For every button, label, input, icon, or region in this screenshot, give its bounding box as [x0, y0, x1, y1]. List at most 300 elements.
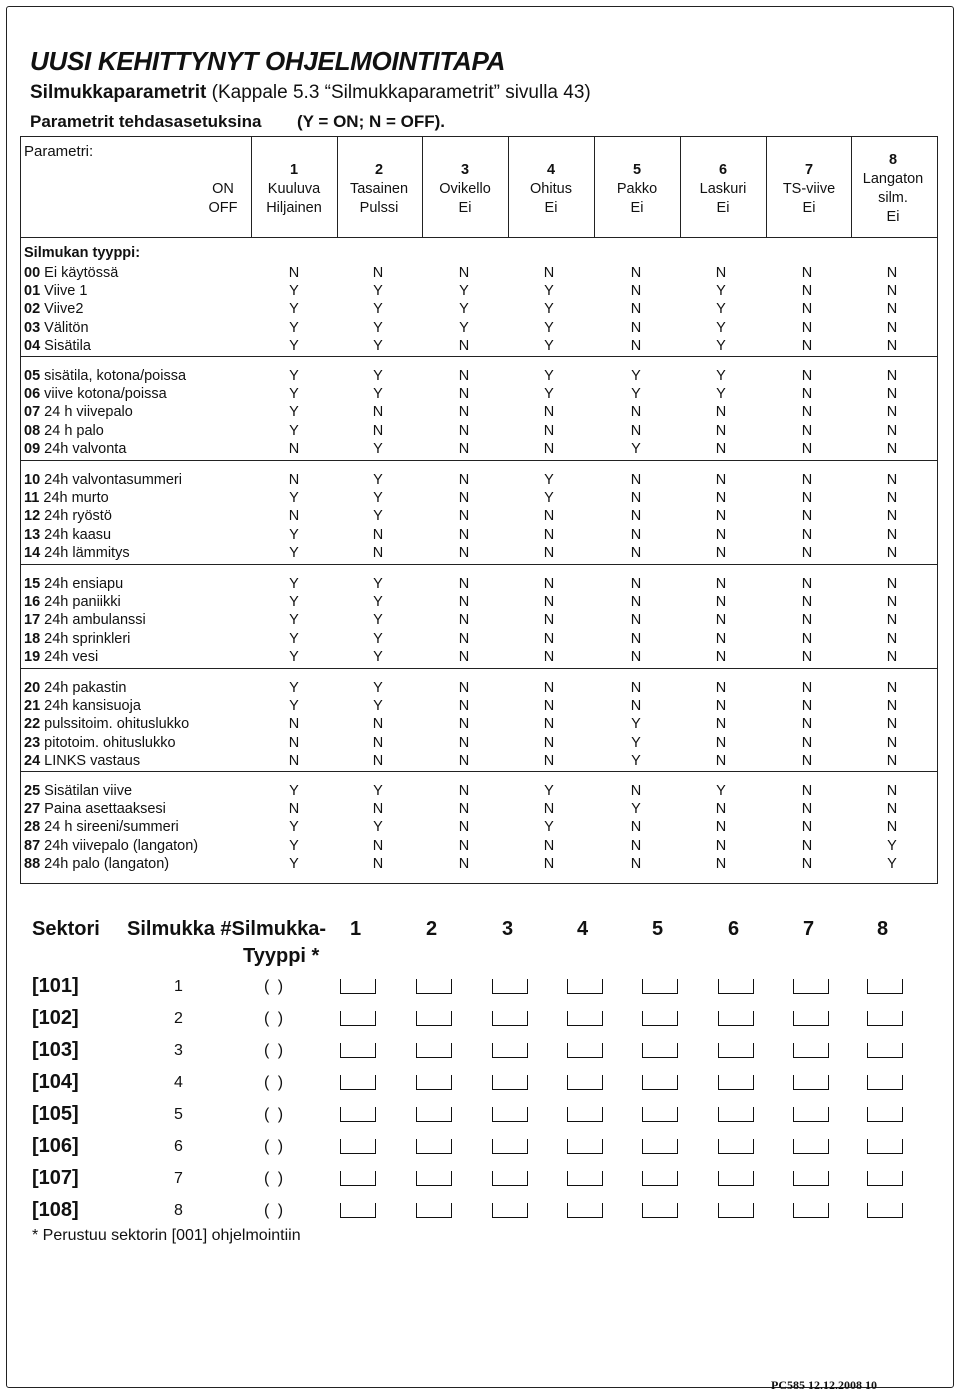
param-value-cell: N	[288, 265, 300, 281]
sector-column-number: 4	[577, 918, 589, 940]
param-value-cell: Y	[289, 422, 299, 439]
param-value-cell: N	[886, 526, 898, 543]
param-value-cell: N	[801, 265, 813, 281]
parameter-entry-slot[interactable]	[867, 1075, 903, 1090]
param-value-cell: N	[715, 734, 727, 751]
loop-type-code: 04	[24, 337, 41, 354]
param-value-cell: N	[886, 283, 898, 300]
param-value-cell: N	[543, 648, 555, 665]
parameter-entry-slot[interactable]	[718, 1043, 754, 1058]
loop-type-entry[interactable]: ( )	[264, 1074, 286, 1091]
loop-type-code: 12	[24, 508, 41, 525]
parameter-entry-slot[interactable]	[642, 1107, 678, 1122]
param-value-cell: Y	[544, 472, 554, 488]
column-off-label: Ei	[802, 200, 816, 216]
sector-column-number: 1	[350, 918, 362, 940]
param-value-cell: N	[801, 783, 813, 799]
param-value-cell: N	[886, 734, 898, 751]
loop-type-label	[24, 441, 126, 457]
parameter-entry-slot[interactable]	[642, 1139, 678, 1154]
parameter-entry-slot[interactable]	[340, 1171, 376, 1186]
loop-type-label	[24, 753, 140, 769]
loop-type-code: 03	[24, 319, 41, 336]
loop-type-name: LINKS vastaus	[44, 752, 141, 769]
param-value-cell: N	[801, 630, 813, 647]
loop-type-label	[24, 404, 133, 420]
loop-type-code: 17	[24, 612, 41, 629]
param-value-cell: N	[458, 594, 470, 611]
parameter-entry-slot[interactable]	[416, 1043, 452, 1058]
loop-type-name: 24h pakastin	[44, 680, 127, 696]
param-value-cell: Y	[289, 819, 299, 836]
param-value-cell: N	[630, 283, 642, 300]
param-value-cell: N	[801, 490, 813, 507]
parameter-entry-slot[interactable]	[492, 1075, 528, 1090]
param-value-cell: N	[372, 837, 384, 854]
param-value-cell: N	[458, 855, 470, 872]
column-header-7	[767, 161, 851, 218]
param-value-cell: N	[886, 819, 898, 836]
param-value-cell: N	[715, 544, 727, 561]
column-number: 6	[718, 162, 728, 178]
column-header-4	[509, 161, 593, 218]
param-value-cell: Y	[289, 301, 299, 318]
param-value-cell: N	[886, 576, 898, 592]
parameter-entry-slot[interactable]	[340, 1011, 376, 1026]
param-value-cell: N	[458, 337, 470, 354]
loop-type-name: 24h ambulanssi	[44, 612, 146, 629]
column-on-label: Laskuri	[699, 181, 747, 197]
sector-code: [101]	[32, 975, 79, 997]
loop-type-name: 24h palo (langaton)	[44, 855, 170, 872]
loop-type-label	[24, 545, 130, 561]
param-value-cell: N	[801, 576, 813, 592]
param-value-cell: Y	[373, 594, 383, 611]
loop-type-label	[24, 698, 141, 714]
param-value-cell: N	[458, 680, 470, 696]
param-value-cell: Y	[544, 783, 554, 799]
param-value-cell: N	[715, 508, 727, 525]
loop-type-name: pulssitoim. ohituslukko	[44, 716, 190, 733]
param-value-cell: Y	[289, 783, 299, 799]
loop-type-code: 88	[24, 855, 41, 872]
param-value-cell: N	[801, 752, 813, 769]
loop-type-name: Paina asettaaksesi	[44, 801, 166, 818]
sector-column-number: 8	[877, 918, 889, 940]
parameter-entry-slot[interactable]	[793, 979, 829, 994]
page-footer: PC585 12.12.2008 10	[771, 1378, 877, 1392]
loop-type-name: 24 h viivepalo	[44, 404, 133, 421]
param-value-cell: N	[886, 630, 898, 647]
param-value-cell: N	[886, 698, 898, 715]
loop-type-label	[24, 423, 104, 439]
parameter-entry-slot[interactable]	[340, 1107, 376, 1122]
parameter-entry-slot[interactable]	[416, 1075, 452, 1090]
parameter-entry-slot[interactable]	[718, 1139, 754, 1154]
parameter-entry-slot[interactable]	[340, 1043, 376, 1058]
param-value-cell: N	[715, 855, 727, 872]
param-value-cell: Y	[716, 319, 726, 336]
loop-type-name: 24h lämmitys	[44, 544, 130, 561]
parameter-entry-slot[interactable]	[642, 1075, 678, 1090]
parameter-entry-slot[interactable]	[567, 979, 603, 994]
loop-type-name: Viive2	[44, 301, 84, 318]
param-value-cell: Y	[459, 301, 469, 318]
loop-type-entry[interactable]: ( )	[264, 1138, 286, 1155]
parameter-entry-slot[interactable]	[567, 1139, 603, 1154]
param-value-cell: N	[801, 612, 813, 629]
param-value-cell: Y	[373, 283, 383, 300]
param-value-cell: Y	[544, 368, 554, 384]
subtitle	[30, 82, 591, 104]
loop-number: 6	[174, 1138, 183, 1155]
param-value-cell: N	[801, 544, 813, 561]
parameter-entry-slot[interactable]	[793, 1203, 829, 1218]
param-value-cell: N	[458, 698, 470, 715]
param-value-cell: N	[543, 576, 555, 592]
parameter-entry-slot[interactable]	[867, 1043, 903, 1058]
loop-type-label	[24, 716, 189, 732]
parameter-table	[20, 136, 938, 884]
parameter-entry-slot[interactable]	[642, 979, 678, 994]
param-value-cell: N	[630, 337, 642, 354]
param-value-cell: Y	[373, 612, 383, 629]
loop-type-label	[24, 856, 169, 872]
param-value-cell: Y	[373, 648, 383, 665]
loop-type-name: 24h viivepalo (langaton)	[44, 837, 199, 854]
parameter-entry-slot[interactable]	[718, 1203, 754, 1218]
param-value-cell: Y	[289, 680, 299, 696]
param-value-cell: N	[715, 404, 727, 421]
param-value-cell: Y	[373, 472, 383, 488]
loop-type-label	[24, 819, 179, 835]
loop-type-label	[24, 368, 186, 384]
parameter-entry-slot[interactable]	[867, 979, 903, 994]
param-value-cell: Y	[716, 283, 726, 300]
param-value-cell: N	[886, 716, 898, 733]
param-value-cell: N	[630, 680, 642, 696]
loop-type-name: 24h ryöstö	[44, 508, 112, 525]
parameter-entry-slot[interactable]	[416, 1107, 452, 1122]
param-value-cell: N	[372, 752, 384, 769]
parameter-entry-slot[interactable]	[867, 1139, 903, 1154]
param-value-cell: Y	[289, 855, 299, 872]
param-value-cell: N	[715, 526, 727, 543]
param-value-cell: N	[458, 508, 470, 525]
param-value-cell: N	[458, 648, 470, 665]
parameter-entry-slot[interactable]	[492, 1011, 528, 1026]
param-value-cell: N	[458, 440, 470, 457]
loop-type-entry[interactable]: ( )	[264, 1010, 286, 1027]
param-value-cell: N	[801, 855, 813, 872]
loop-type-name: Viive 1	[44, 283, 88, 300]
on-off-labels	[201, 180, 245, 218]
parameter-entry-slot[interactable]	[416, 1011, 452, 1026]
sector-column-number: 6	[728, 918, 740, 940]
loop-type-name: Sisätila	[44, 337, 91, 354]
sector-column-number: 7	[803, 918, 815, 940]
param-value-cell: Y	[373, 368, 383, 384]
param-value-cell: Y	[289, 594, 299, 611]
param-value-cell: N	[715, 801, 727, 818]
param-value-cell: Y	[373, 630, 383, 647]
param-value-cell: N	[458, 783, 470, 799]
loop-type-code: 27	[24, 801, 41, 818]
parameter-entry-slot[interactable]	[867, 1171, 903, 1186]
parameter-entry-slot[interactable]	[793, 1075, 829, 1090]
param-value-cell: N	[801, 386, 813, 403]
param-value-cell: N	[458, 386, 470, 403]
parameter-entry-slot[interactable]	[340, 979, 376, 994]
parameter-entry-slot[interactable]	[718, 1011, 754, 1026]
param-value-cell: N	[715, 612, 727, 629]
parameter-entry-slot[interactable]	[416, 1171, 452, 1186]
param-value-cell: Y	[544, 819, 554, 836]
param-value-cell: N	[715, 716, 727, 733]
loop-type-code: 10	[24, 472, 41, 488]
parameter-entry-slot[interactable]	[416, 979, 452, 994]
param-value-cell: Y	[631, 716, 641, 733]
parameter-entry-slot[interactable]	[793, 1139, 829, 1154]
param-value-cell: N	[886, 440, 898, 457]
subtitle-bold: Silmukkaparametrit	[30, 82, 207, 103]
param-value-cell: N	[801, 819, 813, 836]
loop-type-code: 05	[24, 368, 41, 384]
parameter-entry-slot[interactable]	[416, 1139, 452, 1154]
parameter-entry-slot[interactable]	[492, 979, 528, 994]
group-separator	[21, 771, 937, 772]
param-value-cell: N	[715, 752, 727, 769]
param-value-cell: Y	[716, 368, 726, 384]
loop-type-entry[interactable]: ( )	[264, 1042, 286, 1059]
parameter-entry-slot[interactable]	[793, 1043, 829, 1058]
parameter-entry-slot[interactable]	[718, 1075, 754, 1090]
parameter-entry-slot[interactable]	[416, 1203, 452, 1218]
column-header-5	[595, 161, 679, 218]
param-value-cell: N	[715, 490, 727, 507]
parameter-entry-slot[interactable]	[492, 1107, 528, 1122]
param-value-cell: N	[801, 368, 813, 384]
param-value-cell: N	[543, 594, 555, 611]
column-off-label: Ei	[886, 209, 900, 225]
param-value-cell: N	[458, 612, 470, 629]
param-value-cell: N	[886, 368, 898, 384]
sector-code: [108]	[32, 1199, 79, 1221]
param-value-cell: N	[288, 716, 300, 733]
parameter-entry-slot[interactable]	[793, 1107, 829, 1122]
parameter-entry-slot[interactable]	[567, 1075, 603, 1090]
loop-type-label	[24, 783, 132, 799]
parameter-entry-slot[interactable]	[793, 1171, 829, 1186]
param-value-cell: N	[372, 422, 384, 439]
loop-type-code: 18	[24, 630, 41, 647]
loop-type-code: 87	[24, 837, 41, 854]
parameter-entry-slot[interactable]	[492, 1139, 528, 1154]
loop-number: 8	[174, 1202, 183, 1219]
param-value-cell: Y	[544, 386, 554, 403]
loop-type-label	[24, 527, 111, 543]
loop-type-entry[interactable]: ( )	[264, 1170, 286, 1187]
sector-code: [103]	[32, 1039, 79, 1061]
param-value-cell: N	[630, 648, 642, 665]
param-value-cell: N	[288, 752, 300, 769]
sector-header-sektori: Sektori	[32, 918, 100, 940]
loop-type-code: 13	[24, 526, 41, 543]
param-value-cell: N	[630, 508, 642, 525]
column-off-label: Ei	[458, 200, 472, 216]
column-on-label: Ovikello	[439, 181, 491, 197]
param-value-cell: N	[288, 440, 300, 457]
param-value-cell: Y	[289, 337, 299, 354]
param-value-cell: Y	[631, 734, 641, 751]
param-value-cell: N	[372, 404, 384, 421]
param-value-cell: N	[630, 594, 642, 611]
subtitle-rest: (Kappale 5.3 “Silmukkaparametrit” sivulla 43)	[206, 82, 591, 103]
param-value-cell: N	[886, 490, 898, 507]
param-value-cell: N	[458, 265, 470, 281]
param-value-cell: N	[801, 301, 813, 318]
param-value-cell: N	[372, 544, 384, 561]
param-value-cell: N	[801, 319, 813, 336]
loop-type-label	[24, 631, 130, 647]
parameter-entry-slot[interactable]	[492, 1203, 528, 1218]
param-value-cell: N	[801, 337, 813, 354]
parameter-entry-slot[interactable]	[340, 1203, 376, 1218]
param-value-cell: N	[543, 680, 555, 696]
parameter-entry-slot[interactable]	[867, 1011, 903, 1026]
loop-number: 5	[174, 1106, 183, 1123]
sector-code: [104]	[32, 1071, 79, 1093]
parameter-entry-slot[interactable]	[492, 1171, 528, 1186]
param-value-cell: Y	[289, 526, 299, 543]
param-value-cell: N	[372, 526, 384, 543]
param-value-cell: N	[715, 472, 727, 488]
parameter-entry-slot[interactable]	[718, 979, 754, 994]
loop-type-name: viive kotona/poissa	[44, 386, 167, 403]
column-on-label: Langaton silm.	[862, 171, 924, 206]
loop-type-entry[interactable]: ( )	[264, 1202, 286, 1219]
param-value-cell: N	[458, 819, 470, 836]
loop-type-label	[24, 801, 166, 817]
loop-type-entry[interactable]: ( )	[264, 1106, 286, 1123]
parameter-entry-slot[interactable]	[793, 1011, 829, 1026]
column-on-label: Ohitus	[530, 181, 572, 197]
param-value-cell: Y	[289, 404, 299, 421]
parameter-entry-slot[interactable]	[718, 1107, 754, 1122]
param-value-cell: N	[886, 337, 898, 354]
param-value-cell: N	[801, 404, 813, 421]
parameter-entry-slot[interactable]	[867, 1203, 903, 1218]
parameter-entry-slot[interactable]	[567, 1043, 603, 1058]
param-value-cell: N	[288, 472, 300, 488]
param-value-cell: N	[458, 576, 470, 592]
page-title: UUSI KEHITTYNYT OHJELMOINTITAPA	[30, 46, 506, 76]
parameter-entry-slot[interactable]	[340, 1139, 376, 1154]
param-value-cell: Y	[887, 837, 897, 854]
parameter-entry-slot[interactable]	[567, 1203, 603, 1218]
param-value-cell: N	[715, 440, 727, 457]
param-value-cell: N	[801, 801, 813, 818]
param-value-cell: N	[630, 837, 642, 854]
param-value-cell: Y	[459, 319, 469, 336]
parameter-entry-slot[interactable]	[492, 1043, 528, 1058]
param-value-cell: N	[801, 472, 813, 488]
param-value-cell: N	[801, 716, 813, 733]
param-value-cell: N	[715, 265, 727, 281]
footnote: * Perustuu sektorin [001] ohjelmointiin	[32, 1227, 301, 1244]
loop-type-code: 16	[24, 594, 41, 611]
param-value-cell: N	[372, 734, 384, 751]
param-value-cell: Y	[289, 544, 299, 561]
loop-type-name: Välitön	[44, 319, 89, 336]
parameter-entry-slot[interactable]	[718, 1171, 754, 1186]
loop-number: 7	[174, 1170, 183, 1187]
param-value-cell: Y	[289, 612, 299, 629]
parameter-entry-slot[interactable]	[642, 1043, 678, 1058]
loop-type-label	[24, 472, 182, 488]
param-value-cell: N	[715, 680, 727, 696]
parameter-entry-slot[interactable]	[642, 1011, 678, 1026]
param-value-cell: N	[458, 526, 470, 543]
param-value-cell: Y	[373, 386, 383, 403]
param-value-cell: Y	[544, 490, 554, 507]
loop-type-entry[interactable]: ( )	[264, 978, 286, 995]
column-header-1	[252, 161, 336, 218]
loop-type-name: 24h ensiapu	[44, 576, 124, 592]
param-value-cell: Y	[631, 368, 641, 384]
parameter-entry-slot[interactable]	[867, 1107, 903, 1122]
param-value-cell: N	[801, 526, 813, 543]
column-on-label: Pakko	[616, 181, 658, 197]
loop-type-name: pitotoim. ohituslukko	[44, 734, 176, 751]
loop-type-name: 24h kaasu	[44, 526, 112, 543]
param-value-cell: N	[630, 319, 642, 336]
loop-type-code: 28	[24, 819, 41, 836]
parameter-entry-slot[interactable]	[567, 1011, 603, 1026]
param-value-cell: Y	[544, 319, 554, 336]
column-off-label: Ei	[544, 200, 558, 216]
param-value-cell: Y	[289, 368, 299, 384]
param-value-cell: N	[801, 508, 813, 525]
parameter-entry-slot[interactable]	[642, 1171, 678, 1186]
sector-column-number: 5	[652, 918, 664, 940]
param-value-cell: N	[801, 648, 813, 665]
param-value-cell: N	[801, 422, 813, 439]
param-value-cell: N	[458, 422, 470, 439]
loop-number: 2	[174, 1010, 183, 1027]
sector-column-number: 3	[502, 918, 514, 940]
loop-number: 3	[174, 1042, 183, 1059]
param-value-cell: N	[458, 801, 470, 818]
param-value-cell: N	[288, 508, 300, 525]
type-heading: Silmukan tyyppi:	[24, 245, 141, 261]
param-value-cell: Y	[544, 337, 554, 354]
param-value-cell: N	[372, 265, 384, 281]
column-number: 7	[804, 162, 814, 178]
parameter-entry-slot[interactable]	[642, 1203, 678, 1218]
param-value-cell: N	[543, 265, 555, 281]
param-value-cell: N	[886, 422, 898, 439]
loop-type-label	[24, 576, 123, 592]
parameter-entry-slot[interactable]	[567, 1171, 603, 1186]
loop-type-code: 09	[24, 440, 41, 457]
parameter-entry-slot[interactable]	[567, 1107, 603, 1122]
param-value-cell: N	[630, 855, 642, 872]
loop-type-code: 23	[24, 734, 41, 751]
parameter-entry-slot[interactable]	[340, 1075, 376, 1090]
param-value-cell: N	[630, 819, 642, 836]
loop-type-name: 24h vesi	[44, 648, 99, 665]
